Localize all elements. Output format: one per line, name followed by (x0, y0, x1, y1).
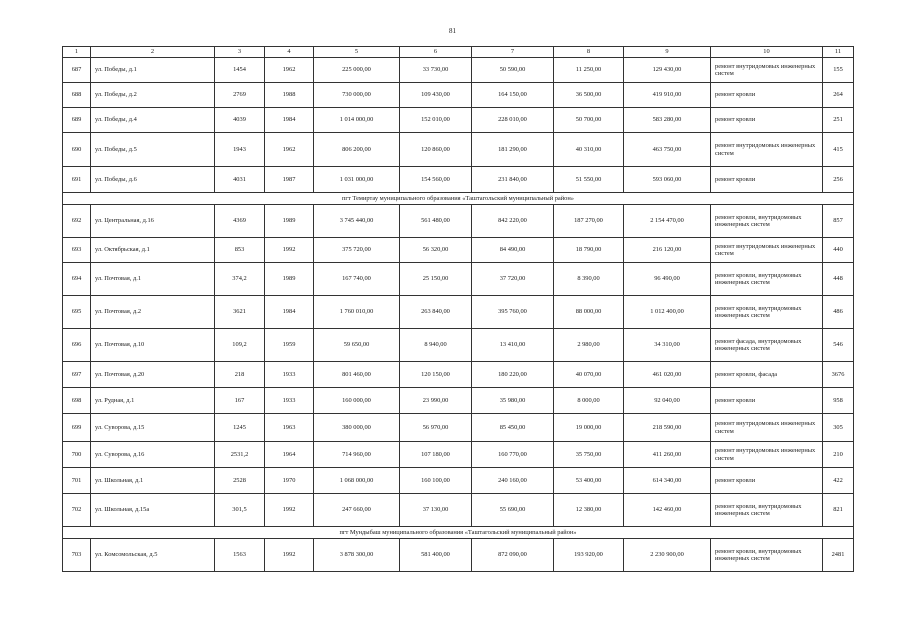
table-body (63, 47, 854, 572)
cell-address: ул. Почтовая, д.2 (91, 296, 215, 329)
cell-total-cost: 714 960,00 (314, 442, 400, 468)
cell-year-built: 1992 (265, 539, 314, 572)
cell-fund-share-2: 35 980,00 (472, 388, 554, 414)
cell-work-type: ремонт внутридомовых инженерных систем (711, 58, 823, 83)
cell-work-type: ремонт кровли (711, 83, 823, 108)
cell-work-type: ремонт внутридомовых инженерных систем (711, 414, 823, 442)
cell-fund-share-1: 33 730,00 (400, 58, 472, 83)
table-row (63, 133, 854, 167)
cell-fund-share-3: 35 750,00 (554, 442, 624, 468)
column-header: 9 (624, 47, 711, 58)
column-header: 8 (554, 47, 624, 58)
cell-fund-share-2: 85 450,00 (472, 414, 554, 442)
cell-address: ул. Почтовая, д.1 (91, 263, 215, 296)
cell-address: ул. Победы, д.4 (91, 108, 215, 133)
cell-fund-share-3: 19 000,00 (554, 414, 624, 442)
table-row (63, 263, 854, 296)
cell-row-number: 692 (63, 205, 91, 238)
table-row (63, 58, 854, 83)
cell-year-built: 1984 (265, 108, 314, 133)
cell-work-type: ремонт кровли, внутридомовых инженерных систем (711, 494, 823, 527)
cell-fund-share-4: 593 060,00 (624, 167, 711, 193)
cell-work-type: ремонт кровли, фасада (711, 362, 823, 388)
cell-cost-per-unit: 2481 (823, 539, 854, 572)
cell-fund-share-2: 240 160,00 (472, 468, 554, 494)
cell-fund-share-1: 581 400,00 (400, 539, 472, 572)
cell-fund-share-1: 107 180,00 (400, 442, 472, 468)
cell-work-type: ремонт кровли (711, 108, 823, 133)
cell-fund-share-1: 120 150,00 (400, 362, 472, 388)
table-row (63, 205, 854, 238)
cell-address: ул. Почтовая, д.10 (91, 329, 215, 362)
cell-year-built: 1964 (265, 442, 314, 468)
cell-work-type: ремонт кровли, внутридомовых инженерных систем (711, 263, 823, 296)
column-header: 11 (823, 47, 854, 58)
table-row (63, 83, 854, 108)
cell-fund-share-4: 1 012 400,00 (624, 296, 711, 329)
cell-fund-share-2: 164 150,00 (472, 83, 554, 108)
cell-fund-share-1: 120 860,00 (400, 133, 472, 167)
table-row (63, 296, 854, 329)
cell-total-cost: 1 068 000,00 (314, 468, 400, 494)
cell-work-type: ремонт фасада, внутридомовых инженерных систем (711, 329, 823, 362)
cell-row-number: 693 (63, 238, 91, 263)
cell-total-cost: 160 000,00 (314, 388, 400, 414)
section-title: пгт Темиртау муниципального образования «Таштагольский муниципальный район» (63, 193, 854, 205)
column-header: 3 (215, 47, 265, 58)
cell-work-type: ремонт кровли, внутридомовых инженерных систем (711, 205, 823, 238)
cell-area: 1943 (215, 133, 265, 167)
cell-fund-share-1: 561 480,00 (400, 205, 472, 238)
cell-fund-share-3: 187 270,00 (554, 205, 624, 238)
cell-fund-share-1: 263 840,00 (400, 296, 472, 329)
cell-address: ул. Рудная, д.1 (91, 388, 215, 414)
cell-cost-per-unit: 486 (823, 296, 854, 329)
cell-cost-per-unit: 251 (823, 108, 854, 133)
cell-year-built: 1963 (265, 414, 314, 442)
cell-fund-share-1: 23 990,00 (400, 388, 472, 414)
cell-total-cost: 730 000,00 (314, 83, 400, 108)
cell-row-number: 688 (63, 83, 91, 108)
table-row (63, 167, 854, 193)
cell-area: 1245 (215, 414, 265, 442)
cell-total-cost: 3 745 440,00 (314, 205, 400, 238)
cell-row-number: 695 (63, 296, 91, 329)
cell-fund-share-1: 56 970,00 (400, 414, 472, 442)
cell-row-number: 690 (63, 133, 91, 167)
cell-row-number: 691 (63, 167, 91, 193)
cell-fund-share-1: 25 150,00 (400, 263, 472, 296)
cell-row-number: 697 (63, 362, 91, 388)
cell-cost-per-unit: 264 (823, 83, 854, 108)
cell-fund-share-1: 160 100,00 (400, 468, 472, 494)
cell-year-built: 1989 (265, 205, 314, 238)
cell-fund-share-4: 129 430,00 (624, 58, 711, 83)
cell-cost-per-unit: 857 (823, 205, 854, 238)
cell-fund-share-2: 84 490,00 (472, 238, 554, 263)
cell-work-type: ремонт кровли, внутридомовых инженерных систем (711, 296, 823, 329)
cell-fund-share-3: 11 250,00 (554, 58, 624, 83)
cell-year-built: 1988 (265, 83, 314, 108)
cell-fund-share-2: 228 010,00 (472, 108, 554, 133)
cell-fund-share-4: 34 310,00 (624, 329, 711, 362)
cell-address: ул. Победы, д.5 (91, 133, 215, 167)
cell-fund-share-4: 411 260,00 (624, 442, 711, 468)
cell-row-number: 701 (63, 468, 91, 494)
section-title: пгт Мундыбаш муниципального образования «Таштагольский муниципальный район» (63, 527, 854, 539)
cell-year-built: 1992 (265, 494, 314, 527)
cell-cost-per-unit: 448 (823, 263, 854, 296)
cell-work-type: ремонт внутридомовых инженерных систем (711, 442, 823, 468)
cell-work-type: ремонт кровли (711, 468, 823, 494)
column-header: 6 (400, 47, 472, 58)
cell-year-built: 1962 (265, 58, 314, 83)
cell-fund-share-1: 56 320,00 (400, 238, 472, 263)
cell-area: 4031 (215, 167, 265, 193)
cell-row-number: 703 (63, 539, 91, 572)
cell-area: 1563 (215, 539, 265, 572)
cell-fund-share-4: 461 020,00 (624, 362, 711, 388)
cell-fund-share-1: 152 010,00 (400, 108, 472, 133)
cell-address: ул. Победы, д.6 (91, 167, 215, 193)
cell-total-cost: 806 200,00 (314, 133, 400, 167)
cell-fund-share-2: 181 290,00 (472, 133, 554, 167)
cell-cost-per-unit: 305 (823, 414, 854, 442)
column-header: 4 (265, 47, 314, 58)
cell-area: 374,2 (215, 263, 265, 296)
cell-row-number: 700 (63, 442, 91, 468)
cell-total-cost: 1 014 000,00 (314, 108, 400, 133)
cell-row-number: 687 (63, 58, 91, 83)
cell-fund-share-2: 160 770,00 (472, 442, 554, 468)
cell-fund-share-3: 53 400,00 (554, 468, 624, 494)
cell-total-cost: 1 760 010,00 (314, 296, 400, 329)
cell-area: 4039 (215, 108, 265, 133)
cell-area: 109,2 (215, 329, 265, 362)
cell-fund-share-4: 96 490,00 (624, 263, 711, 296)
cell-row-number: 699 (63, 414, 91, 442)
cell-fund-share-4: 92 040,00 (624, 388, 711, 414)
cell-fund-share-2: 395 760,00 (472, 296, 554, 329)
cell-year-built: 1984 (265, 296, 314, 329)
cell-fund-share-3: 193 920,00 (554, 539, 624, 572)
cell-fund-share-2: 55 690,00 (472, 494, 554, 527)
cell-area: 3621 (215, 296, 265, 329)
cell-fund-share-2: 231 840,00 (472, 167, 554, 193)
cell-fund-share-2: 37 720,00 (472, 263, 554, 296)
cell-fund-share-1: 8 940,00 (400, 329, 472, 362)
cell-work-type: ремонт кровли (711, 388, 823, 414)
cell-fund-share-3: 50 700,00 (554, 108, 624, 133)
cell-total-cost: 167 740,00 (314, 263, 400, 296)
table-row (63, 468, 854, 494)
section-header-row (63, 193, 854, 205)
cell-cost-per-unit: 546 (823, 329, 854, 362)
column-header: 10 (711, 47, 823, 58)
cell-year-built: 1962 (265, 133, 314, 167)
cell-cost-per-unit: 440 (823, 238, 854, 263)
cell-year-built: 1989 (265, 263, 314, 296)
table-row (63, 388, 854, 414)
cell-cost-per-unit: 3676 (823, 362, 854, 388)
cell-fund-share-1: 154 560,00 (400, 167, 472, 193)
cell-fund-share-2: 50 590,00 (472, 58, 554, 83)
table-row (63, 494, 854, 527)
cell-row-number: 702 (63, 494, 91, 527)
column-number-row (63, 47, 854, 58)
table-row (63, 238, 854, 263)
cell-total-cost: 3 878 300,00 (314, 539, 400, 572)
cell-fund-share-2: 872 090,00 (472, 539, 554, 572)
cell-total-cost: 247 660,00 (314, 494, 400, 527)
cell-fund-share-3: 51 550,00 (554, 167, 624, 193)
cell-row-number: 694 (63, 263, 91, 296)
cell-fund-share-4: 142 460,00 (624, 494, 711, 527)
table-row (63, 539, 854, 572)
cell-area: 4369 (215, 205, 265, 238)
cell-fund-share-2: 842 220,00 (472, 205, 554, 238)
cell-fund-share-3: 8 390,00 (554, 263, 624, 296)
cell-year-built: 1933 (265, 388, 314, 414)
cell-row-number: 698 (63, 388, 91, 414)
cell-fund-share-1: 109 430,00 (400, 83, 472, 108)
cell-fund-share-4: 2 230 900,00 (624, 539, 711, 572)
table-row (63, 329, 854, 362)
cell-address: ул. Комсомольская, д.5 (91, 539, 215, 572)
cell-area: 167 (215, 388, 265, 414)
cell-work-type: ремонт кровли, внутридомовых инженерных систем (711, 539, 823, 572)
cell-address: ул. Почтовая, д.20 (91, 362, 215, 388)
column-header: 5 (314, 47, 400, 58)
cell-address: ул. Октябрьская, д.1 (91, 238, 215, 263)
table-row (63, 442, 854, 468)
cell-cost-per-unit: 415 (823, 133, 854, 167)
cell-area: 853 (215, 238, 265, 263)
cell-total-cost: 225 000,00 (314, 58, 400, 83)
column-header: 7 (472, 47, 554, 58)
cell-work-type: ремонт внутридомовых инженерных систем (711, 238, 823, 263)
cell-fund-share-2: 180 220,00 (472, 362, 554, 388)
cell-work-type: ремонт кровли (711, 167, 823, 193)
cell-year-built: 1992 (265, 238, 314, 263)
table-row (63, 414, 854, 442)
cell-fund-share-3: 40 070,00 (554, 362, 624, 388)
cell-total-cost: 375 720,00 (314, 238, 400, 263)
cell-address: ул. Школьная, д.15а (91, 494, 215, 527)
cell-total-cost: 801 460,00 (314, 362, 400, 388)
cell-area: 2769 (215, 83, 265, 108)
cell-year-built: 1970 (265, 468, 314, 494)
table-row (63, 362, 854, 388)
cell-year-built: 1987 (265, 167, 314, 193)
cell-address: ул. Победы, д.1 (91, 58, 215, 83)
cell-address: ул. Суворова, д.15 (91, 414, 215, 442)
cell-cost-per-unit: 210 (823, 442, 854, 468)
cell-cost-per-unit: 821 (823, 494, 854, 527)
cell-year-built: 1959 (265, 329, 314, 362)
cell-fund-share-4: 463 750,00 (624, 133, 711, 167)
cell-address: ул. Школьная, д.1 (91, 468, 215, 494)
column-header: 1 (63, 47, 91, 58)
cell-cost-per-unit: 422 (823, 468, 854, 494)
cell-row-number: 689 (63, 108, 91, 133)
cell-fund-share-1: 37 130,00 (400, 494, 472, 527)
cell-fund-share-3: 88 000,00 (554, 296, 624, 329)
cell-fund-share-2: 13 410,00 (472, 329, 554, 362)
cell-cost-per-unit: 256 (823, 167, 854, 193)
cell-total-cost: 59 650,00 (314, 329, 400, 362)
cell-row-number: 696 (63, 329, 91, 362)
cell-fund-share-4: 614 340,00 (624, 468, 711, 494)
cell-year-built: 1933 (265, 362, 314, 388)
cell-area: 301,5 (215, 494, 265, 527)
cell-work-type: ремонт внутридомовых инженерных систем (711, 133, 823, 167)
repair-program-table (62, 46, 854, 572)
cell-fund-share-3: 2 980,00 (554, 329, 624, 362)
table-row (63, 108, 854, 133)
cell-fund-share-4: 419 910,00 (624, 83, 711, 108)
cell-area: 1454 (215, 58, 265, 83)
cell-cost-per-unit: 958 (823, 388, 854, 414)
cell-total-cost: 1 031 000,00 (314, 167, 400, 193)
cell-area: 218 (215, 362, 265, 388)
cell-cost-per-unit: 155 (823, 58, 854, 83)
cell-fund-share-3: 36 500,00 (554, 83, 624, 108)
section-header-row (63, 527, 854, 539)
cell-fund-share-4: 2 154 470,00 (624, 205, 711, 238)
cell-fund-share-3: 8 000,00 (554, 388, 624, 414)
cell-fund-share-3: 12 380,00 (554, 494, 624, 527)
cell-address: ул. Победы, д.2 (91, 83, 215, 108)
page-number: 81 (449, 27, 456, 35)
column-header: 2 (91, 47, 215, 58)
cell-fund-share-3: 18 790,00 (554, 238, 624, 263)
cell-address: ул. Суворова, д.16 (91, 442, 215, 468)
cell-area: 2528 (215, 468, 265, 494)
cell-area: 2531,2 (215, 442, 265, 468)
cell-fund-share-3: 40 310,00 (554, 133, 624, 167)
cell-total-cost: 380 000,00 (314, 414, 400, 442)
cell-fund-share-4: 216 120,00 (624, 238, 711, 263)
cell-address: ул. Центральная, д.16 (91, 205, 215, 238)
cell-fund-share-4: 583 280,00 (624, 108, 711, 133)
cell-fund-share-4: 218 590,00 (624, 414, 711, 442)
